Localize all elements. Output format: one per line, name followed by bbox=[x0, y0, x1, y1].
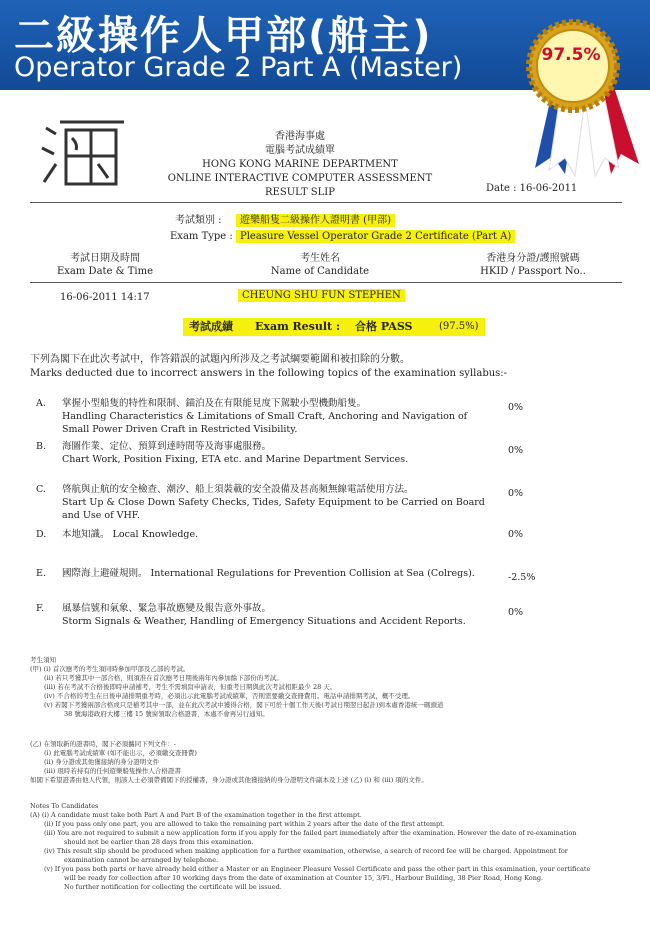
topic-cn: 啓航與止航的安全檢查、潮汐、船上須裝載的安全設備及甚高頻無線電話使用方法。 bbox=[62, 484, 414, 495]
topic-en: Local Knowledge. bbox=[112, 529, 199, 540]
exam-type-value-en: Pleasure Vessel Operator Grade 2 Certificate (Part A) bbox=[236, 230, 515, 243]
candidate-exam-date: 16-06-2011 14:17 bbox=[60, 292, 150, 303]
result-value: 合格 PASS bbox=[355, 320, 413, 333]
topic-deduction: 0% bbox=[508, 488, 524, 499]
header-name-cn: 考生姓名 bbox=[300, 253, 340, 264]
header-id-cn: 香港身分證/護照號碼 bbox=[486, 253, 580, 264]
banner-title-cn: 二級操作人甲部(船主) bbox=[14, 13, 433, 59]
notes-cn-title: 考生須知 bbox=[30, 656, 56, 664]
topic-cn: 國際海上避碰規則。 bbox=[62, 568, 148, 579]
header-name-en: Name of Candidate bbox=[270, 266, 370, 277]
topic-en: Storm Signals & Weather, Handling of Emergency Situations and Accident Reports. bbox=[62, 616, 466, 627]
org-name-en: HONG KONG MARINE DEPARTMENT bbox=[202, 159, 398, 170]
exam-type-label-en: Exam Type : bbox=[170, 231, 233, 242]
topic-deduction: 0% bbox=[508, 529, 524, 540]
topic-letter: C. bbox=[36, 484, 46, 495]
header-exam-date-cn: 考試日期及時間 bbox=[70, 253, 140, 264]
header-exam-date-en: Exam Date & Time bbox=[56, 266, 153, 277]
result-label-cn: 考試成績 bbox=[189, 320, 233, 333]
notes-en bbox=[30, 802, 640, 892]
notes-en-line: (A) (i) A candidate must take both Part A and Part B of the examination together in the first attempt. bbox=[30, 811, 362, 819]
topic-deduction: 0% bbox=[508, 402, 524, 413]
topic-en: Handling Characteristics & Limitations of Small Craft, Anchoring and Navigation of Small Power Driven Craft in Restricted Visibility. bbox=[62, 411, 468, 435]
topic-cn: 風暴信號和氣象、緊急事故應變及報告意外事故。 bbox=[62, 603, 272, 614]
notes-cn bbox=[30, 656, 630, 719]
topic-letter: D. bbox=[36, 529, 47, 540]
org-name-cn: 香港海事處 bbox=[275, 131, 325, 142]
notes-cn-line: (ii) 若只考獲其中一部合格，則須准在首次應考日期後兩年內參加餘下部份的考試。 bbox=[44, 674, 283, 682]
topic-deduction: -2.5% bbox=[508, 572, 536, 583]
notes-cn-line: 38 號海港政府大樓三樓 15 號窗領取合格證書，本處不會再另行通知。 bbox=[64, 710, 269, 718]
topic-cn: 本地知識。 bbox=[62, 529, 110, 540]
exam-type-value-cn: 遊樂船隻二級操作人證明書 (甲部) bbox=[236, 214, 395, 227]
header-id-en: HKID / Passport No.. bbox=[480, 266, 586, 277]
notes-en-line: (v) If you pass both parts or have already held either a Master or an Engineer Pleasure Vessel Certificate and pass the other part in this examination, your certificate bbox=[44, 865, 591, 873]
exam-type-value-en-wrap bbox=[236, 231, 515, 242]
notes-en-line: examination cannot be arranged by telephone. bbox=[64, 856, 219, 864]
divider bbox=[30, 202, 622, 203]
notes-cn-line: (iii) 若在考試不合格後即時申請補考，考生不需填寫申請表，但重考日期與此次考試相距最少 28 天。 bbox=[44, 683, 337, 691]
header-hkid bbox=[458, 252, 608, 278]
topic-deduction: 0% bbox=[508, 445, 524, 456]
notes-en-line: should not be earlier than 28 days from this examination. bbox=[64, 838, 254, 846]
exam-type-label-cn: 考試類別 : bbox=[175, 215, 222, 226]
notes-cn-line: (乙) 在領取新的證書時，閣下必須攜同下列文件：- bbox=[30, 740, 176, 748]
notes-en-line: (iii) You are not required to submit a new application form if you apply for the failed part immediately after the examination. However the date of re-examination bbox=[44, 829, 577, 837]
exam-result-box bbox=[183, 318, 485, 336]
notes-en-line: (ii) If you pass only one part, you are allowed to take the remaining part within 2 years after the date of the first attempt. bbox=[44, 820, 445, 828]
score-badge: 97.5% bbox=[541, 45, 601, 65]
topic-letter: F. bbox=[36, 603, 45, 614]
topic-letter: B. bbox=[36, 441, 47, 452]
divider bbox=[30, 282, 622, 283]
topic-en: International Regulations for Prevention Collision at Sea (Colregs). bbox=[150, 568, 475, 579]
exam-type-value-cn-wrap bbox=[236, 211, 395, 226]
notes-cn-line: (iii) 現時若持有的任何遊樂船隻操作人合格證書 bbox=[44, 767, 181, 775]
intro-en: Marks deducted due to incorrect answers in the following topics of the examination syllabus:- bbox=[30, 368, 508, 379]
notes-cn-line: (甲) (i) 首次應考的考生須同時參加甲部及乙部的考試。 bbox=[30, 665, 190, 673]
intro-cn: 下列為閣下在此次考試中，作答錯誤的試題內所涉及之考試綱要範圍和被扣除的分數。 bbox=[30, 354, 410, 365]
organization-header bbox=[150, 130, 450, 200]
notes-cn-line: (iv) 不合格的考生在日後申請排期重考時，必須出示此電腦考試成績單，否則需要繳交查冊費用。電話申請排期考試，概不受理。 bbox=[44, 692, 415, 700]
topic-cn: 掌握小型船隻的特性和限制、錨泊及在有限能見度下駕駛小型機動船隻。 bbox=[62, 398, 367, 409]
topic-letter: E. bbox=[36, 568, 46, 579]
header-exam-date bbox=[50, 252, 160, 278]
deduction-intro bbox=[30, 353, 590, 381]
topic-en: Chart Work, Position Fixing, ETA etc. and Marine Department Services. bbox=[62, 454, 409, 465]
org-subtitle-cn: 電腦考試成績單 bbox=[265, 145, 335, 156]
award-rosette-icon bbox=[515, 18, 645, 178]
notes-en-title: Notes To Candidates bbox=[30, 802, 99, 810]
header-candidate-name bbox=[250, 252, 390, 278]
notes-cn-line: (v) 若閣下考獲兩部合格或只是補考其中一部，並在此次考試中獲得合格，閣下可於十個工作天後(考試日期翌日起計)到本處香港統一碼頭道 bbox=[44, 701, 444, 709]
topic-deduction: 0% bbox=[508, 607, 524, 618]
notes-en-line: will be ready for collection after 10 working days from the date of examination at Counter 15, 3/Fl., Harbour Building, 38 Pier Road, Hong Kong. bbox=[64, 874, 544, 882]
candidate-name: CHEUNG SHU FUN STEPHEN bbox=[238, 289, 405, 302]
result-label-en: Exam Result : bbox=[255, 320, 341, 333]
notes-en-line: (iv) This result slip should be produced when making application for a further examination, otherwise, a search of record fee will be charged. Appointment for bbox=[44, 847, 568, 855]
notes-cn-b bbox=[30, 740, 630, 785]
notes-cn-line: (ii) 身分證或其他獲接納的身分證明文件 bbox=[44, 758, 160, 766]
marine-department-seal bbox=[38, 118, 128, 196]
topic-cn: 海圖作業、定位、預算到達時間等及海事處服務。 bbox=[62, 441, 272, 452]
org-subtitle-en: ONLINE INTERACTIVE COMPUTER ASSESSMENT bbox=[167, 173, 433, 184]
notes-cn-line: (i) 此電腦考試成績單 (如不能出示，必須繳交查冊費) bbox=[44, 749, 197, 757]
banner-title-en: Operator Grade 2 Part A (Master) bbox=[14, 52, 463, 83]
notes-cn-line: 如閣下希望證書由他人代領，則該人士必須帶備閣下的授權書，身分證或其他獲接納的身分證明文件副本及上述 (乙) (i) 和 (iii) 項的文件。 bbox=[30, 776, 428, 784]
notes-en-line: No further notification for collecting the certificate will be issued. bbox=[64, 883, 282, 891]
slip-date: Date : 16-06-2011 bbox=[486, 183, 578, 194]
result-slip-title: RESULT SLIP bbox=[265, 187, 335, 198]
topic-en: Start Up & Close Down Safety Checks, Tides, Safety Equipment to be Carried on Board and Use of VHF. bbox=[62, 497, 485, 521]
topic-letter: A. bbox=[36, 398, 46, 409]
result-score: (97.5%) bbox=[439, 321, 479, 332]
candidate-name-wrap bbox=[238, 290, 405, 301]
